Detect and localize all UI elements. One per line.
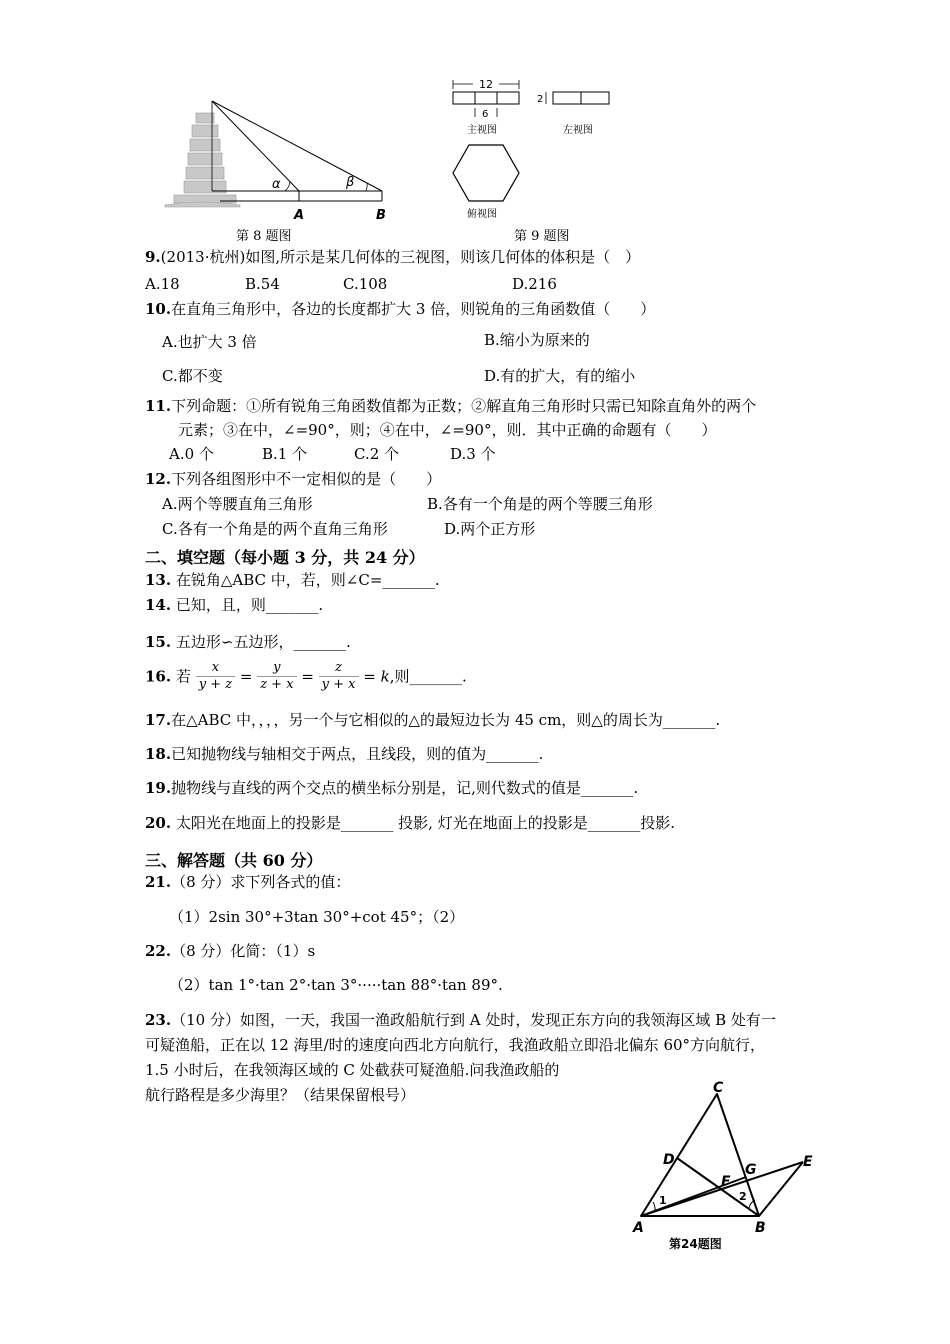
q11-option-c: C.2 个: [354, 445, 400, 463]
q16-fraction-2: $\frac{y}{z + x}$: [257, 660, 296, 693]
q11-stem-line2: 元素；③在中，∠=90°，则；④在中，∠=90°，则．其中正确的命题有（ ）: [178, 421, 717, 439]
q10-option-d: D.有的扩大，有的缩小: [484, 367, 636, 385]
q23-line3: 1.5 小时后，在我领海区域的 C 处截获可疑渔船.问我渔政船的: [145, 1061, 560, 1079]
fig24-label-e: E: [803, 1154, 813, 1170]
fig24-caption: 第24题图: [669, 1237, 722, 1251]
q10-stem: 10.在直角三角形中，各边的长度都扩大 3 倍，则锐角的三角函数值（ ）: [145, 300, 656, 318]
q16: 16. 若 $\frac{x}{y + z}$ = $\frac{y}{z + x}$ = $\frac{z}{y + x}$ = k,则_______.: [145, 660, 467, 692]
q23-line4: 航行路程是多少海里？（结果保留根号）: [145, 1086, 416, 1104]
q21-sub: （1）2sin 30°+3tan 30°+cot 45°；（2）: [169, 908, 465, 926]
tower-drawing: [165, 113, 240, 207]
section-2-heading: 二、填空题（每小题 3 分，共 24 分）: [145, 548, 425, 567]
q10-option-b: B.缩小为原来的: [484, 331, 590, 349]
q9-option-a: A.18: [145, 275, 180, 293]
figure-9-caption: 第 9 题图: [514, 229, 570, 244]
q22: 22.（8 分）化简：（1）s: [145, 942, 316, 960]
q19: 19.抛物线与直线的两个交点的横坐标分别是，记,则代数式的值是_______.: [145, 779, 639, 797]
q22-sub: （2）tan 1°·tan 2°·tan 3°·····tan 88°·tan 89°.: [169, 976, 503, 994]
q12-stem: 12.下列各组图形中不一定相似的是（ ）: [145, 470, 442, 488]
q21: 21.（8 分）求下列各式的值：: [145, 873, 351, 891]
dim-2: 2: [537, 94, 544, 105]
figure-9-three-views: [445, 75, 625, 225]
fig24-label-b: B: [755, 1220, 766, 1236]
front-view-label: 主视图: [467, 125, 497, 136]
q15: 15. 五边形∽五边形，_______.: [145, 633, 351, 651]
q12-option-d: D.两个正方形: [444, 520, 536, 538]
q18: 18.已知抛物线与轴相交于两点，且线段，则的值为_______.: [145, 745, 544, 763]
q13: 13. 在锐角△ABC 中，若，则∠C=_______.: [145, 571, 440, 589]
fig24-angle-2: 2: [739, 1190, 747, 1203]
q17: 17.在△ABC 中，，，，另一个与它相似的△的最短边长为 45 cm，则△的周长为_______.: [145, 711, 721, 729]
figure-8-caption: 第 8 题图: [236, 229, 292, 244]
fig24-label-g: G: [745, 1162, 757, 1178]
q9-option-d: D.216: [512, 275, 557, 293]
q10-option-a: A.也扩大 3 倍: [162, 333, 257, 351]
fig24-label-c: C: [713, 1080, 724, 1096]
section-3-heading: 三、解答题（共 60 分）: [145, 851, 323, 870]
q14: 14. 已知，且，则_______.: [145, 596, 324, 614]
q9-option-b: B.54: [245, 275, 280, 293]
figure-8-tower-diagram: [160, 95, 400, 225]
label-point-a: A: [294, 208, 305, 223]
q11-option-d: D.3 个: [450, 445, 496, 463]
q20: 20. 太阳光在地面上的投影是_______ 投影, 灯光在地面上的投影是_______投影.: [145, 814, 675, 832]
q23-line2: 可疑渔船，正在以 12 海里/时的速度向西北方向航行，我渔政船立即沿北偏东 60°方向航行，: [145, 1036, 766, 1054]
q12-option-a: A.两个等腰直角三角形: [162, 495, 313, 513]
q16-fraction-3: $\frac{z}{y + x}$: [319, 660, 359, 693]
fig24-label-a: A: [633, 1220, 644, 1236]
label-point-b: B: [376, 208, 386, 223]
q11-stem-line1: 11.下列命题：①所有锐角三角函数值都为正数；②解直角三角形时只需已知除直角外的两个: [145, 397, 757, 415]
fig24-angle-1: 1: [659, 1194, 667, 1207]
label-beta: β: [346, 175, 355, 190]
q10-option-c: C.都不变: [162, 367, 223, 385]
q11-option-b: B.1 个: [262, 445, 308, 463]
fig24-label-f: F: [721, 1174, 731, 1190]
fig24-label-d: D: [663, 1152, 675, 1168]
top-view-label: 俯视图: [467, 209, 497, 220]
label-alpha: α: [272, 177, 281, 192]
q12-option-b: B.各有一个角是的两个等腰三角形: [427, 495, 653, 513]
q11-option-a: A.0 个: [169, 445, 214, 463]
dim-6: 6: [482, 109, 489, 120]
dim-12: 12: [479, 78, 493, 91]
side-view-label: 左视图: [563, 125, 593, 136]
q9-option-c: C.108: [343, 275, 388, 293]
q23-line1: 23.（10 分）如图，一天，我国一渔政船航行到 A 处时，发现正东方向的我领海区域 B 处有一: [145, 1011, 776, 1029]
q9-stem: 9.(2013·杭州)如图,所示是某几何体的三视图，则该几何体的体积是（ ）: [145, 248, 641, 266]
q16-fraction-1: $\frac{x}{y + z}$: [196, 660, 235, 693]
q12-option-c: C.各有一个角是的两个直角三角形: [162, 520, 388, 538]
figure-24-triangle-diagram: [625, 1080, 825, 1260]
